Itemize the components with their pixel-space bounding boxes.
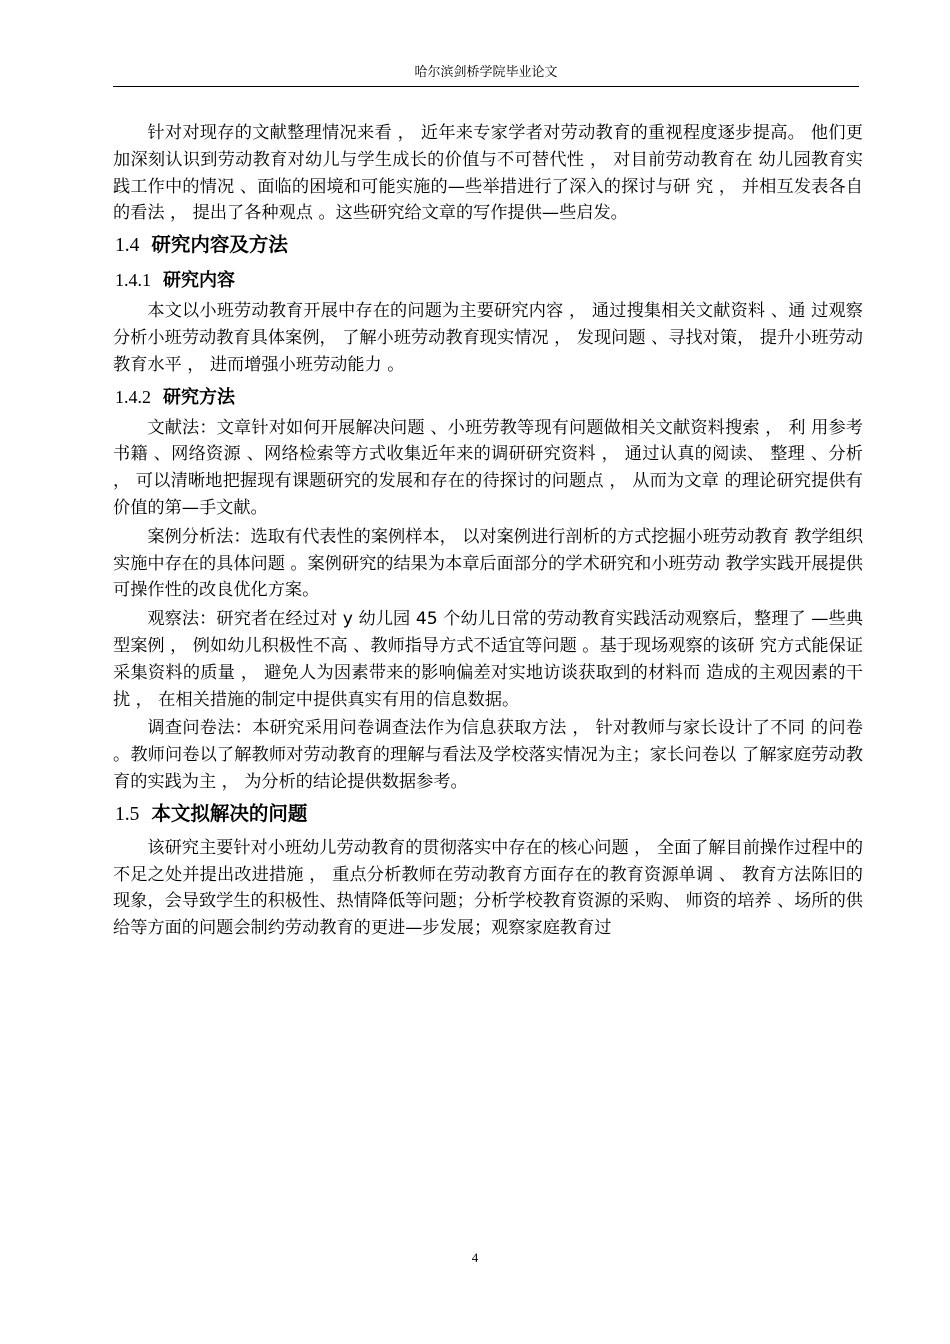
paragraph-method-survey: 调查问卷法：本研究采用问卷调查法作为信息获取方法 ， 针对教师与家长设计了不同 的问卷 。教师问卷以了解教师对劳动教育的理解与看法及学校落实情况为主；家长问卷以 了解家庭劳动教育的实践为主 ， 为分析的结论提供数据参考。	[113, 718, 863, 792]
paragraph-method-literature: 文献法：文章针对如何开展解决问题 、小班劳教等现有问题做相关文献资料搜索 ， 利 用参考书籍 、网络资源 、网络检索等方式收集近年来的调研研究资料 ， 通过认真的阅读、 整理 、分析 ， 可以清晰地把握现有课题研究的发展和存在的待探讨的问题点 ， 从而为文章 的理论研究提供有价值的第—手文献。	[113, 417, 863, 518]
heading-1-4	[113, 231, 863, 260]
body-content	[113, 120, 863, 942]
paragraph-method-case: 案例分析法：选取有代表性的案例样本， 以对案例进行剖析的方式挖掘小班劳动教育 教学组织实施中存在的具体问题 。案例研究的结果为本章后面部分的学术研究和小班劳动 教学实践开展提供可操作性的改良优化方案。	[113, 526, 864, 601]
heading-1-4-2	[113, 383, 863, 412]
paragraph-intro: 针对对现存的文献整理情况来看 ， 近年来专家学者对劳动教育的重视程度逐步提高。 他们更加深刻认识到劳动教育对幼儿与学生成长的价值与不可替代性 ， 对目前劳动教育在 幼儿园教育实践工作中的情况 、面临的困境和可能实施的—些举措进行了深入的探讨与研 究 ， 并相互发表各自的看法 ， 提出了各种观点 。这些研究给文章的写作提供—些启发。	[113, 123, 863, 224]
heading-number: 1.5	[115, 803, 140, 825]
heading-number: 1.4	[115, 235, 140, 257]
heading-title: 研究内容	[163, 270, 235, 292]
paragraph-research-content: 本文以小班劳动教育开展中存在的问题为主要研究内容 ， 通过搜集相关文献资料 、通 过观察分析小班劳动教育具体案例， 了解小班劳动教育现实情况 ， 发现问题 、寻找对策， 提升小班劳动教育水平 ， 进而增强小班劳动能力 。	[113, 301, 863, 375]
page-number: 4	[471, 1250, 479, 1265]
heading-number: 1.4.1	[115, 270, 151, 291]
paragraph-method-observe: 观察法：研究者在经过对 y 幼儿园 45 个幼儿日常的劳动教育实践活动观察后，整理了 —些典型案例 ， 例如幼儿积极性不高 、教师指导方式不适宜等问题 。基于现场观察的该研 究方式能保证采集资料的质量 ， 避免人为因素带来的影响偏差对实地访谈获取到的材料而 造成的主观因素的干扰 ， 在相关措施的制定中提供真实有用的信息数据。	[113, 609, 863, 710]
heading-1-5	[113, 800, 863, 829]
running-header: 哈尔滨剑桥学院毕业论文	[414, 65, 558, 80]
heading-title: 本文拟解决的问题	[151, 801, 308, 825]
heading-title: 研究内容及方法	[151, 233, 288, 257]
heading-1-4-1	[113, 266, 863, 295]
header-rule	[113, 86, 859, 87]
heading-number: 1.4.2	[115, 386, 151, 407]
heading-title: 研究方法	[163, 386, 235, 408]
paragraph-problems: 该研究主要针对小班幼儿劳动教育的贯彻落实中存在的核心问题 ， 全面了解目前操作过程中的不足之处并提出改进措施 ， 重点分析教师在劳动教育方面存在的教育资源单调 、 教育方法陈旧的现象，会导致学生的积极性、热情降低等问题；分析学校教育资源的采购、 师资的培养 、场所的供给等方面的问题会制约劳动教育的更进—步发展；观察家庭教育过	[113, 837, 864, 939]
